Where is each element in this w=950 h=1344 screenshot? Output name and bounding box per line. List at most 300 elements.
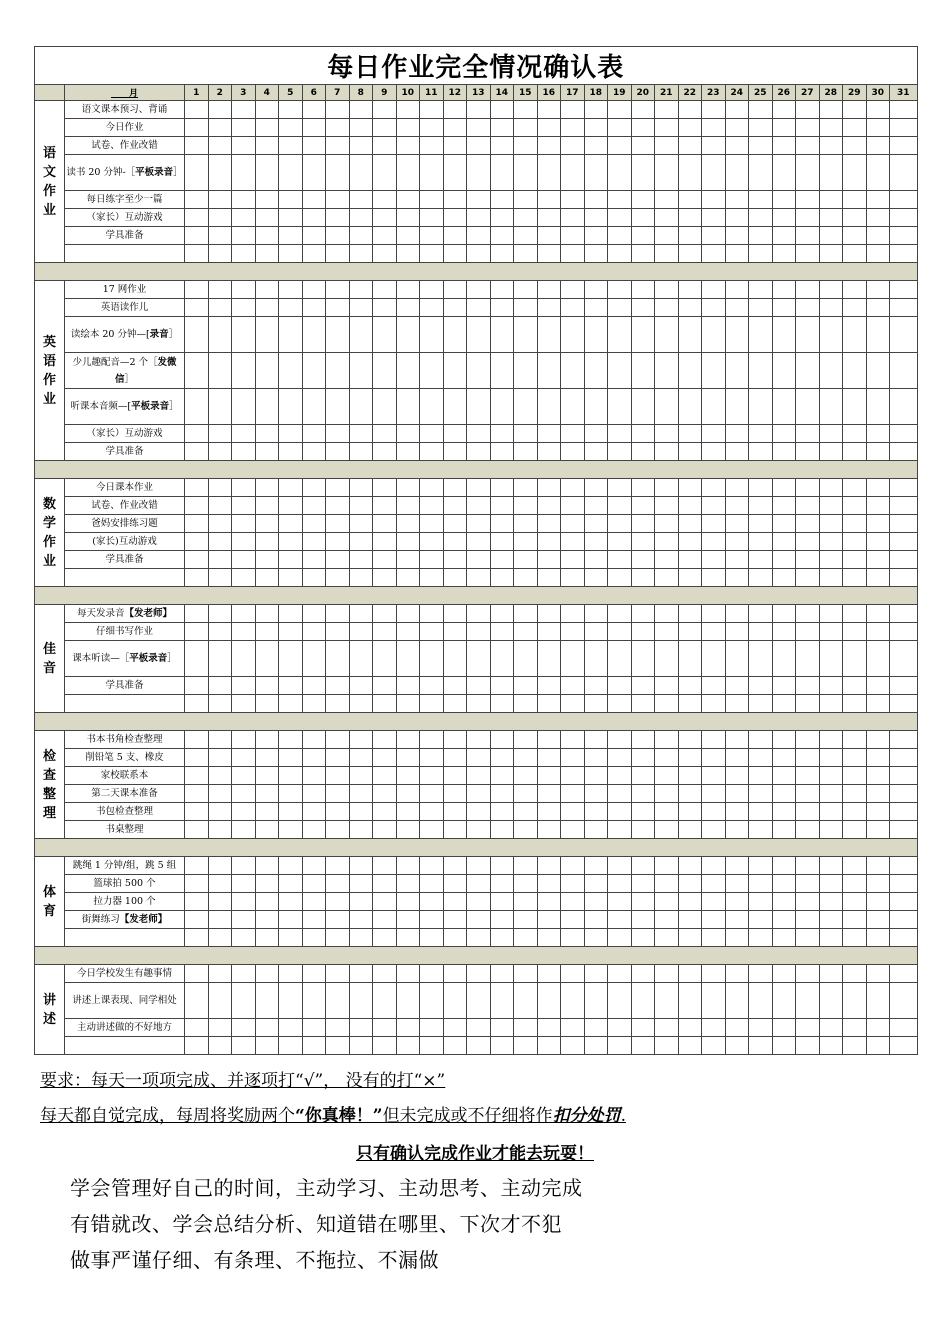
check-cell[interactable] bbox=[819, 875, 843, 893]
check-cell[interactable] bbox=[678, 857, 702, 875]
check-cell[interactable] bbox=[678, 803, 702, 821]
check-cell[interactable] bbox=[514, 605, 538, 623]
check-cell[interactable] bbox=[279, 821, 303, 839]
check-cell[interactable] bbox=[490, 137, 514, 155]
check-cell[interactable] bbox=[420, 101, 444, 119]
check-cell[interactable] bbox=[843, 731, 867, 749]
check-cell[interactable] bbox=[866, 821, 890, 839]
check-cell[interactable] bbox=[584, 119, 608, 137]
check-cell[interactable] bbox=[772, 155, 796, 191]
check-cell[interactable] bbox=[890, 1037, 918, 1055]
check-cell[interactable] bbox=[255, 515, 279, 533]
check-cell[interactable] bbox=[255, 803, 279, 821]
check-cell[interactable] bbox=[537, 1037, 561, 1055]
check-cell[interactable] bbox=[584, 353, 608, 389]
check-cell[interactable] bbox=[396, 515, 420, 533]
check-cell[interactable] bbox=[866, 299, 890, 317]
check-cell[interactable] bbox=[279, 605, 303, 623]
check-cell[interactable] bbox=[796, 551, 820, 569]
check-cell[interactable] bbox=[772, 983, 796, 1019]
check-cell[interactable] bbox=[819, 443, 843, 461]
check-cell[interactable] bbox=[302, 641, 326, 677]
check-cell[interactable] bbox=[772, 785, 796, 803]
check-cell[interactable] bbox=[255, 209, 279, 227]
check-cell[interactable] bbox=[373, 1019, 397, 1037]
check-cell[interactable] bbox=[584, 983, 608, 1019]
check-cell[interactable] bbox=[843, 533, 867, 551]
check-cell[interactable] bbox=[490, 677, 514, 695]
check-cell[interactable] bbox=[584, 515, 608, 533]
check-cell[interactable] bbox=[866, 965, 890, 983]
check-cell[interactable] bbox=[514, 119, 538, 137]
check-cell[interactable] bbox=[725, 443, 749, 461]
check-cell[interactable] bbox=[866, 119, 890, 137]
check-cell[interactable] bbox=[819, 929, 843, 947]
check-cell[interactable] bbox=[725, 191, 749, 209]
check-cell[interactable] bbox=[537, 155, 561, 191]
check-cell[interactable] bbox=[396, 569, 420, 587]
check-cell[interactable] bbox=[279, 497, 303, 515]
check-cell[interactable] bbox=[232, 101, 256, 119]
check-cell[interactable] bbox=[678, 1019, 702, 1037]
check-cell[interactable] bbox=[185, 677, 209, 695]
check-cell[interactable] bbox=[537, 227, 561, 245]
check-cell[interactable] bbox=[514, 533, 538, 551]
check-cell[interactable] bbox=[866, 731, 890, 749]
check-cell[interactable] bbox=[490, 605, 514, 623]
check-cell[interactable] bbox=[866, 785, 890, 803]
check-cell[interactable] bbox=[631, 119, 655, 137]
check-cell[interactable] bbox=[772, 191, 796, 209]
check-cell[interactable] bbox=[725, 281, 749, 299]
check-cell[interactable] bbox=[819, 641, 843, 677]
check-cell[interactable] bbox=[796, 695, 820, 713]
check-cell[interactable] bbox=[349, 281, 373, 299]
check-cell[interactable] bbox=[561, 497, 585, 515]
check-cell[interactable] bbox=[819, 893, 843, 911]
check-cell[interactable] bbox=[584, 569, 608, 587]
check-cell[interactable] bbox=[843, 767, 867, 785]
check-cell[interactable] bbox=[678, 785, 702, 803]
check-cell[interactable] bbox=[890, 875, 918, 893]
check-cell[interactable] bbox=[185, 299, 209, 317]
check-cell[interactable] bbox=[843, 857, 867, 875]
check-cell[interactable] bbox=[561, 695, 585, 713]
check-cell[interactable] bbox=[349, 533, 373, 551]
check-cell[interactable] bbox=[208, 551, 232, 569]
check-cell[interactable] bbox=[796, 875, 820, 893]
check-cell[interactable] bbox=[396, 389, 420, 425]
check-cell[interactable] bbox=[255, 551, 279, 569]
check-cell[interactable] bbox=[608, 119, 632, 137]
check-cell[interactable] bbox=[490, 767, 514, 785]
check-cell[interactable] bbox=[866, 605, 890, 623]
check-cell[interactable] bbox=[467, 281, 491, 299]
check-cell[interactable] bbox=[843, 641, 867, 677]
check-cell[interactable] bbox=[326, 227, 350, 245]
check-cell[interactable] bbox=[302, 983, 326, 1019]
check-cell[interactable] bbox=[655, 353, 679, 389]
check-cell[interactable] bbox=[866, 101, 890, 119]
check-cell[interactable] bbox=[608, 281, 632, 299]
check-cell[interactable] bbox=[608, 875, 632, 893]
check-cell[interactable] bbox=[655, 875, 679, 893]
check-cell[interactable] bbox=[467, 875, 491, 893]
check-cell[interactable] bbox=[631, 893, 655, 911]
check-cell[interactable] bbox=[373, 137, 397, 155]
check-cell[interactable] bbox=[772, 965, 796, 983]
check-cell[interactable] bbox=[255, 677, 279, 695]
check-cell[interactable] bbox=[843, 137, 867, 155]
check-cell[interactable] bbox=[255, 119, 279, 137]
check-cell[interactable] bbox=[890, 551, 918, 569]
check-cell[interactable] bbox=[232, 1037, 256, 1055]
check-cell[interactable] bbox=[420, 875, 444, 893]
check-cell[interactable] bbox=[420, 497, 444, 515]
check-cell[interactable] bbox=[796, 209, 820, 227]
check-cell[interactable] bbox=[232, 479, 256, 497]
check-cell[interactable] bbox=[561, 299, 585, 317]
check-cell[interactable] bbox=[326, 641, 350, 677]
check-cell[interactable] bbox=[349, 785, 373, 803]
check-cell[interactable] bbox=[749, 281, 773, 299]
check-cell[interactable] bbox=[537, 857, 561, 875]
check-cell[interactable] bbox=[514, 623, 538, 641]
check-cell[interactable] bbox=[678, 929, 702, 947]
check-cell[interactable] bbox=[702, 101, 726, 119]
check-cell[interactable] bbox=[584, 137, 608, 155]
check-cell[interactable] bbox=[702, 911, 726, 929]
check-cell[interactable] bbox=[890, 299, 918, 317]
check-cell[interactable] bbox=[819, 119, 843, 137]
check-cell[interactable] bbox=[584, 533, 608, 551]
check-cell[interactable] bbox=[302, 533, 326, 551]
check-cell[interactable] bbox=[490, 155, 514, 191]
check-cell[interactable] bbox=[725, 137, 749, 155]
check-cell[interactable] bbox=[655, 641, 679, 677]
check-cell[interactable] bbox=[255, 353, 279, 389]
check-cell[interactable] bbox=[373, 803, 397, 821]
check-cell[interactable] bbox=[420, 929, 444, 947]
check-cell[interactable] bbox=[843, 119, 867, 137]
check-cell[interactable] bbox=[349, 209, 373, 227]
check-cell[interactable] bbox=[326, 299, 350, 317]
check-cell[interactable] bbox=[208, 893, 232, 911]
check-cell[interactable] bbox=[279, 731, 303, 749]
check-cell[interactable] bbox=[349, 353, 373, 389]
check-cell[interactable] bbox=[396, 731, 420, 749]
check-cell[interactable] bbox=[443, 767, 467, 785]
check-cell[interactable] bbox=[561, 623, 585, 641]
check-cell[interactable] bbox=[490, 1037, 514, 1055]
check-cell[interactable] bbox=[490, 821, 514, 839]
check-cell[interactable] bbox=[584, 929, 608, 947]
check-cell[interactable] bbox=[255, 191, 279, 209]
check-cell[interactable] bbox=[561, 227, 585, 245]
check-cell[interactable] bbox=[279, 785, 303, 803]
check-cell[interactable] bbox=[373, 551, 397, 569]
check-cell[interactable] bbox=[819, 209, 843, 227]
check-cell[interactable] bbox=[796, 605, 820, 623]
check-cell[interactable] bbox=[561, 353, 585, 389]
check-cell[interactable] bbox=[584, 857, 608, 875]
check-cell[interactable] bbox=[420, 911, 444, 929]
check-cell[interactable] bbox=[678, 209, 702, 227]
check-cell[interactable] bbox=[655, 1037, 679, 1055]
check-cell[interactable] bbox=[279, 101, 303, 119]
check-cell[interactable] bbox=[749, 245, 773, 263]
check-cell[interactable] bbox=[772, 623, 796, 641]
check-cell[interactable] bbox=[396, 911, 420, 929]
check-cell[interactable] bbox=[208, 767, 232, 785]
check-cell[interactable] bbox=[631, 1019, 655, 1037]
check-cell[interactable] bbox=[467, 569, 491, 587]
check-cell[interactable] bbox=[890, 281, 918, 299]
check-cell[interactable] bbox=[232, 533, 256, 551]
check-cell[interactable] bbox=[208, 227, 232, 245]
check-cell[interactable] bbox=[279, 191, 303, 209]
check-cell[interactable] bbox=[725, 353, 749, 389]
check-cell[interactable] bbox=[537, 497, 561, 515]
check-cell[interactable] bbox=[208, 929, 232, 947]
check-cell[interactable] bbox=[396, 749, 420, 767]
check-cell[interactable] bbox=[749, 821, 773, 839]
check-cell[interactable] bbox=[678, 623, 702, 641]
check-cell[interactable] bbox=[796, 137, 820, 155]
check-cell[interactable] bbox=[514, 479, 538, 497]
check-cell[interactable] bbox=[208, 695, 232, 713]
check-cell[interactable] bbox=[537, 785, 561, 803]
check-cell[interactable] bbox=[326, 209, 350, 227]
check-cell[interactable] bbox=[561, 965, 585, 983]
check-cell[interactable] bbox=[326, 875, 350, 893]
check-cell[interactable] bbox=[702, 983, 726, 1019]
check-cell[interactable] bbox=[702, 803, 726, 821]
check-cell[interactable] bbox=[467, 605, 491, 623]
check-cell[interactable] bbox=[420, 641, 444, 677]
check-cell[interactable] bbox=[749, 425, 773, 443]
check-cell[interactable] bbox=[537, 821, 561, 839]
check-cell[interactable] bbox=[819, 695, 843, 713]
check-cell[interactable] bbox=[443, 749, 467, 767]
check-cell[interactable] bbox=[208, 605, 232, 623]
check-cell[interactable] bbox=[608, 911, 632, 929]
check-cell[interactable] bbox=[302, 443, 326, 461]
check-cell[interactable] bbox=[678, 443, 702, 461]
check-cell[interactable] bbox=[279, 443, 303, 461]
check-cell[interactable] bbox=[749, 785, 773, 803]
check-cell[interactable] bbox=[232, 749, 256, 767]
check-cell[interactable] bbox=[443, 821, 467, 839]
check-cell[interactable] bbox=[772, 929, 796, 947]
check-cell[interactable] bbox=[725, 245, 749, 263]
check-cell[interactable] bbox=[279, 479, 303, 497]
check-cell[interactable] bbox=[349, 893, 373, 911]
check-cell[interactable] bbox=[725, 695, 749, 713]
check-cell[interactable] bbox=[302, 695, 326, 713]
check-cell[interactable] bbox=[537, 281, 561, 299]
check-cell[interactable] bbox=[678, 281, 702, 299]
check-cell[interactable] bbox=[819, 533, 843, 551]
check-cell[interactable] bbox=[655, 749, 679, 767]
check-cell[interactable] bbox=[772, 479, 796, 497]
check-cell[interactable] bbox=[443, 497, 467, 515]
check-cell[interactable] bbox=[725, 911, 749, 929]
check-cell[interactable] bbox=[819, 605, 843, 623]
check-cell[interactable] bbox=[608, 389, 632, 425]
check-cell[interactable] bbox=[702, 137, 726, 155]
check-cell[interactable] bbox=[349, 425, 373, 443]
check-cell[interactable] bbox=[396, 857, 420, 875]
check-cell[interactable] bbox=[514, 551, 538, 569]
check-cell[interactable] bbox=[420, 191, 444, 209]
check-cell[interactable] bbox=[373, 677, 397, 695]
check-cell[interactable] bbox=[467, 749, 491, 767]
check-cell[interactable] bbox=[443, 677, 467, 695]
check-cell[interactable] bbox=[396, 137, 420, 155]
check-cell[interactable] bbox=[443, 119, 467, 137]
check-cell[interactable] bbox=[326, 785, 350, 803]
check-cell[interactable] bbox=[302, 317, 326, 353]
check-cell[interactable] bbox=[185, 641, 209, 677]
check-cell[interactable] bbox=[443, 911, 467, 929]
check-cell[interactable] bbox=[537, 767, 561, 785]
check-cell[interactable] bbox=[490, 785, 514, 803]
check-cell[interactable] bbox=[279, 533, 303, 551]
check-cell[interactable] bbox=[561, 983, 585, 1019]
check-cell[interactable] bbox=[208, 353, 232, 389]
check-cell[interactable] bbox=[890, 749, 918, 767]
check-cell[interactable] bbox=[819, 677, 843, 695]
check-cell[interactable] bbox=[396, 893, 420, 911]
check-cell[interactable] bbox=[678, 299, 702, 317]
check-cell[interactable] bbox=[279, 623, 303, 641]
check-cell[interactable] bbox=[631, 281, 655, 299]
check-cell[interactable] bbox=[232, 857, 256, 875]
check-cell[interactable] bbox=[514, 803, 538, 821]
check-cell[interactable] bbox=[349, 227, 373, 245]
check-cell[interactable] bbox=[349, 767, 373, 785]
check-cell[interactable] bbox=[866, 623, 890, 641]
check-cell[interactable] bbox=[185, 497, 209, 515]
check-cell[interactable] bbox=[843, 101, 867, 119]
check-cell[interactable] bbox=[185, 101, 209, 119]
check-cell[interactable] bbox=[420, 1037, 444, 1055]
check-cell[interactable] bbox=[349, 299, 373, 317]
check-cell[interactable] bbox=[467, 965, 491, 983]
check-cell[interactable] bbox=[702, 353, 726, 389]
check-cell[interactable] bbox=[232, 731, 256, 749]
check-cell[interactable] bbox=[420, 137, 444, 155]
check-cell[interactable] bbox=[772, 317, 796, 353]
check-cell[interactable] bbox=[584, 479, 608, 497]
check-cell[interactable] bbox=[208, 443, 232, 461]
check-cell[interactable] bbox=[561, 731, 585, 749]
check-cell[interactable] bbox=[490, 569, 514, 587]
check-cell[interactable] bbox=[255, 641, 279, 677]
check-cell[interactable] bbox=[561, 245, 585, 263]
check-cell[interactable] bbox=[490, 641, 514, 677]
check-cell[interactable] bbox=[326, 1037, 350, 1055]
check-cell[interactable] bbox=[843, 803, 867, 821]
check-cell[interactable] bbox=[373, 641, 397, 677]
check-cell[interactable] bbox=[490, 695, 514, 713]
check-cell[interactable] bbox=[819, 137, 843, 155]
check-cell[interactable] bbox=[890, 803, 918, 821]
check-cell[interactable] bbox=[772, 497, 796, 515]
check-cell[interactable] bbox=[725, 515, 749, 533]
check-cell[interactable] bbox=[631, 731, 655, 749]
check-cell[interactable] bbox=[819, 911, 843, 929]
check-cell[interactable] bbox=[232, 893, 256, 911]
check-cell[interactable] bbox=[890, 245, 918, 263]
check-cell[interactable] bbox=[514, 137, 538, 155]
check-cell[interactable] bbox=[631, 623, 655, 641]
check-cell[interactable] bbox=[631, 965, 655, 983]
check-cell[interactable] bbox=[819, 497, 843, 515]
check-cell[interactable] bbox=[608, 767, 632, 785]
check-cell[interactable] bbox=[208, 299, 232, 317]
check-cell[interactable] bbox=[890, 605, 918, 623]
check-cell[interactable] bbox=[443, 605, 467, 623]
check-cell[interactable] bbox=[584, 299, 608, 317]
check-cell[interactable] bbox=[467, 443, 491, 461]
check-cell[interactable] bbox=[749, 191, 773, 209]
check-cell[interactable] bbox=[490, 497, 514, 515]
check-cell[interactable] bbox=[514, 893, 538, 911]
check-cell[interactable] bbox=[420, 803, 444, 821]
check-cell[interactable] bbox=[631, 227, 655, 245]
check-cell[interactable] bbox=[185, 479, 209, 497]
check-cell[interactable] bbox=[373, 389, 397, 425]
check-cell[interactable] bbox=[443, 389, 467, 425]
check-cell[interactable] bbox=[725, 101, 749, 119]
check-cell[interactable] bbox=[232, 695, 256, 713]
check-cell[interactable] bbox=[772, 353, 796, 389]
check-cell[interactable] bbox=[843, 209, 867, 227]
check-cell[interactable] bbox=[255, 821, 279, 839]
check-cell[interactable] bbox=[702, 119, 726, 137]
check-cell[interactable] bbox=[866, 749, 890, 767]
check-cell[interactable] bbox=[467, 677, 491, 695]
check-cell[interactable] bbox=[796, 731, 820, 749]
check-cell[interactable] bbox=[420, 389, 444, 425]
check-cell[interactable] bbox=[631, 479, 655, 497]
check-cell[interactable] bbox=[255, 281, 279, 299]
check-cell[interactable] bbox=[702, 821, 726, 839]
check-cell[interactable] bbox=[561, 893, 585, 911]
check-cell[interactable] bbox=[749, 965, 773, 983]
check-cell[interactable] bbox=[772, 767, 796, 785]
check-cell[interactable] bbox=[772, 569, 796, 587]
check-cell[interactable] bbox=[326, 281, 350, 299]
check-cell[interactable] bbox=[843, 227, 867, 245]
check-cell[interactable] bbox=[843, 281, 867, 299]
check-cell[interactable] bbox=[866, 1019, 890, 1037]
check-cell[interactable] bbox=[255, 569, 279, 587]
check-cell[interactable] bbox=[420, 983, 444, 1019]
check-cell[interactable] bbox=[490, 803, 514, 821]
check-cell[interactable] bbox=[514, 245, 538, 263]
check-cell[interactable] bbox=[772, 1019, 796, 1037]
check-cell[interactable] bbox=[208, 479, 232, 497]
check-cell[interactable] bbox=[420, 731, 444, 749]
check-cell[interactable] bbox=[749, 101, 773, 119]
check-cell[interactable] bbox=[443, 209, 467, 227]
check-cell[interactable] bbox=[725, 731, 749, 749]
check-cell[interactable] bbox=[302, 803, 326, 821]
check-cell[interactable] bbox=[208, 497, 232, 515]
